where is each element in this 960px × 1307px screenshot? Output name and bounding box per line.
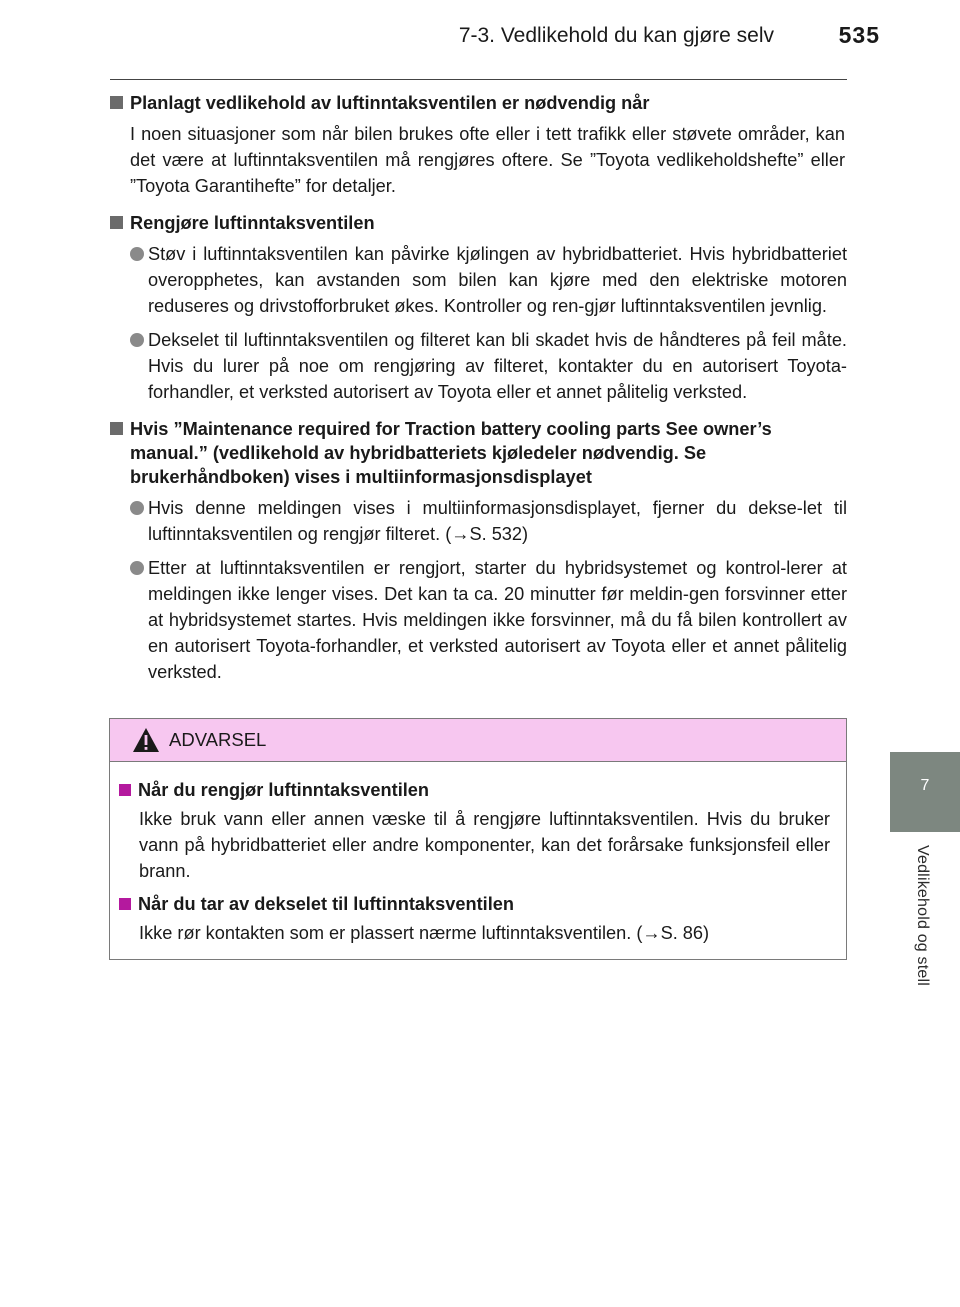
square-bullet-icon bbox=[119, 784, 131, 796]
list-item: Dekselet til luftinntaksventilen og filteret kan bli skadet hvis de håndteres på feil måte. Hvis du lurer på noe om rengjøring av filteret, kontakter du en autorisert Toyota-forhandler, et verksted autorisert av Toyota eller et annet pålitelig verksted. bbox=[130, 327, 847, 405]
list-item: Støv i luftinntaksventilen kan påvirke kjølingen av hybridbatteriet. Hvis hybridbatteriet overopphetes, kan avstanden som bilen kan kjøre med den elektriske motoren reduseres og drivstofforbruket økes. Kontroller og ren-gjør luftinntaksventilen jevnlig. bbox=[130, 241, 847, 319]
warning-header bbox=[110, 719, 846, 762]
square-bullet-icon bbox=[110, 216, 123, 229]
circle-bullet-icon bbox=[130, 247, 144, 261]
warning-box bbox=[109, 718, 847, 960]
chapter-number: 7 bbox=[920, 777, 930, 794]
chapter-label-container bbox=[890, 845, 960, 1025]
chapter-tab bbox=[890, 752, 960, 832]
page-number: 535 bbox=[838, 22, 880, 48]
section-heading: Planlagt vedlikehold av luftinntaksventilen er nødvendig når bbox=[110, 91, 847, 115]
list-item: Hvis denne meldingen vises i multiinformasjonsdisplayet, fjerner du dekse-let til luftinntaksventilen og rengjør filteret. (→S. 532) bbox=[130, 495, 847, 547]
section-title: 7-3. Vedlikehold du kan gjøre selv bbox=[458, 24, 774, 47]
chapter-label: Vedlikehold og stell bbox=[914, 845, 931, 986]
warning-triangle-icon bbox=[132, 727, 160, 753]
warning-item-text: Ikke rør kontakten som er plassert nærme luftinntaksventilen. (→S. 86) bbox=[139, 923, 710, 943]
square-bullet-icon bbox=[119, 898, 131, 910]
square-bullet-icon bbox=[110, 422, 123, 435]
warning-item-text: Ikke bruk vann eller annen væske til å rengjøre luftinntaksventilen. Hvis du bruker vann på hybridbatteriet eller andre komponenter, kan det forårsake funksjonsfeil eller brann. bbox=[139, 809, 830, 881]
list-item: Etter at luftinntaksventilen er rengjort, starter du hybridsystemet og kontrol-lerer at meldingen ikke lenger vises. Det kan ta ca. 20 minutter før meldin-gen forsvinner etter at hybridsystemet startes. Hvis meldingen ikke forsvinner, må du få bilen kontrollert av en autorisert Toyota-forhandler, et verksted autorisert av Toyota eller et annet pålitelig verksted. bbox=[130, 555, 847, 685]
section-heading: Hvis ”Maintenance required for Traction battery cooling parts See owner’s manual.” (vedlikehold av hybridbatteriets kjøledeler nødvendig. Se brukerhåndboken) vises i multiinformasjonsdisplayet bbox=[110, 417, 847, 489]
header-divider bbox=[110, 79, 847, 80]
circle-bullet-icon bbox=[130, 333, 144, 347]
section-heading: Rengjøre luftinntaksventilen bbox=[110, 211, 847, 235]
warning-body bbox=[110, 762, 846, 946]
warning-item-heading: Når du tar av dekselet til luftinntaksventilen bbox=[119, 892, 830, 916]
warning-item-heading: Når du rengjør luftinntaksventilen bbox=[119, 778, 830, 802]
section-paragraph: I noen situasjoner som når bilen brukes ofte eller i tett trafikk eller støvete områder, kan det være at luftinntaksventilen må rengjøres oftere. Se ”Toyota vedlikeholdshefte” eller ”Toyota Garantihefte” for detaljer. bbox=[130, 124, 845, 196]
main-content bbox=[110, 91, 847, 693]
circle-bullet-icon bbox=[130, 561, 144, 575]
square-bullet-icon bbox=[110, 96, 123, 109]
warning-title: ADVARSEL bbox=[169, 729, 267, 750]
circle-bullet-icon bbox=[130, 501, 144, 515]
